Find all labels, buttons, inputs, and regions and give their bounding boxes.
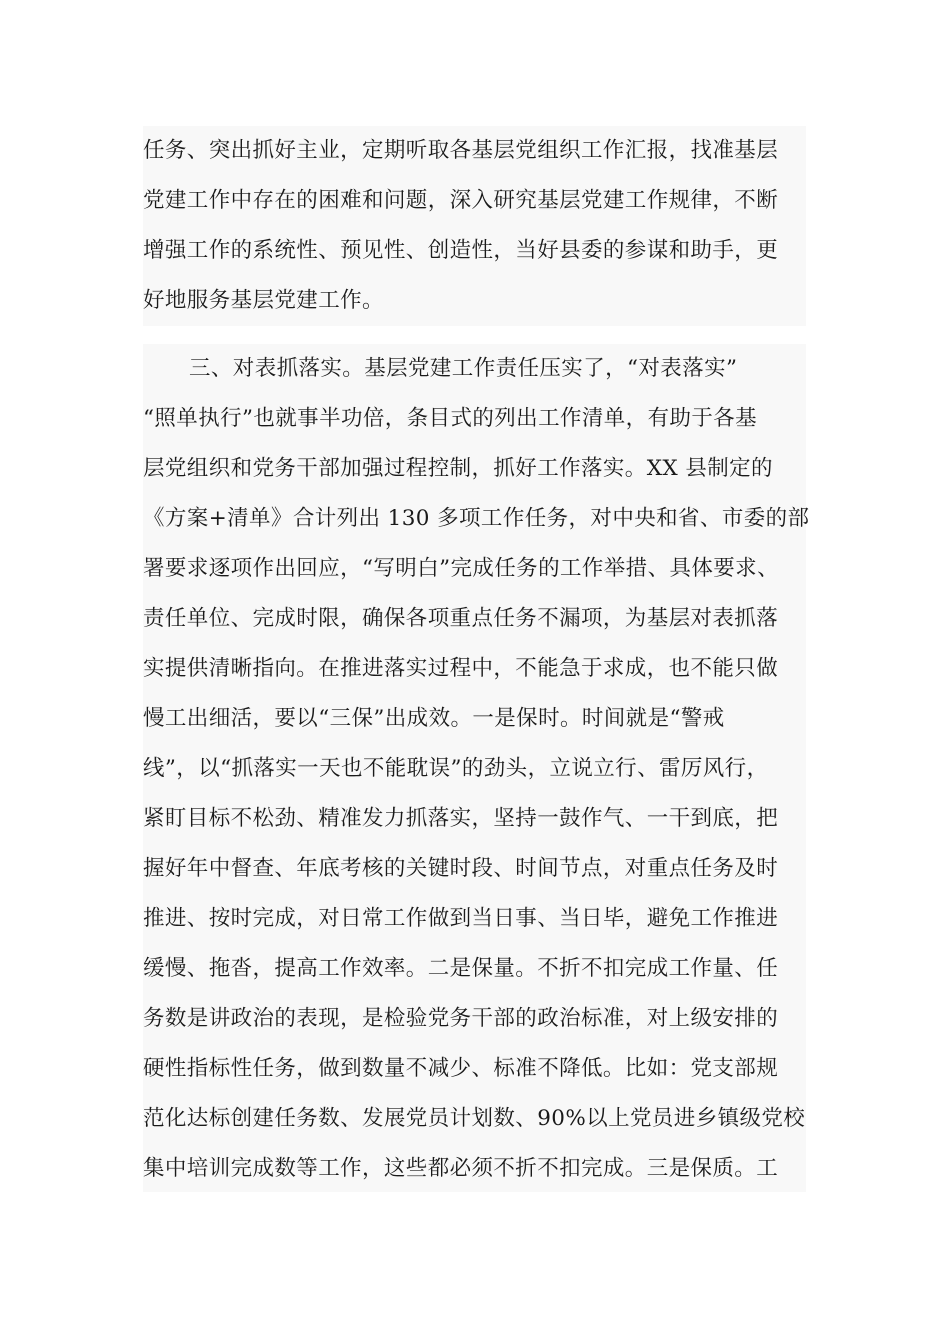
text-line: 紧盯目标不松劲、精准发力抓落实，坚持一鼓作气、一干到底，把 bbox=[143, 806, 779, 831]
text-line: 任务、突出抓好主业，定期听取各基层党组织工作汇报，找准基层 bbox=[143, 138, 779, 163]
text-line: 好地服务基层党建工作。 bbox=[143, 288, 384, 313]
text-line: 增强工作的系统性、预见性、创造性，当好县委的参谋和助手，更 bbox=[143, 238, 779, 263]
text-line: 三、对表抓落实。基层党建工作责任压实了，“对表落实” bbox=[189, 356, 738, 381]
text-line: 《方案+清单》合计列出 130 多项工作任务，对中央和省、市委的部 bbox=[143, 506, 810, 531]
text-line: 务数是讲政治的表现，是检验党务干部的政治标准，对上级安排的 bbox=[143, 1006, 779, 1031]
paragraph-section-three bbox=[143, 344, 810, 1192]
text-line: 线”，以“抓落实一天也不能耽误”的劲头，立说立行、雷厉风行， bbox=[143, 756, 769, 781]
text-line: 实提供清晰指向。在推进落实过程中，不能急于求成，也不能只做 bbox=[143, 656, 779, 681]
text-line: 署要求逐项作出回应，“写明白”完成任务的工作举措、具体要求、 bbox=[143, 556, 779, 581]
text-line: 责任单位、完成时限，确保各项重点任务不漏项，为基层对表抓落 bbox=[143, 606, 779, 631]
text-line: 握好年中督查、年底考核的关键时段、时间节点，对重点任务及时 bbox=[143, 856, 779, 881]
text-line: 集中培训完成数等工作，这些都必须不折不扣完成。三是保质。工 bbox=[143, 1156, 779, 1181]
text-line: 推进、按时完成，对日常工作做到当日事、当日毕，避免工作推进 bbox=[143, 906, 779, 931]
text-line: “照单执行”也就事半功倍，条目式的列出工作清单，有助于各基 bbox=[143, 406, 758, 431]
text-line: 慢工出细活，要以“三保”出成效。一是保时。时间就是“警戒 bbox=[143, 706, 725, 731]
text-line: 缓慢、拖沓，提高工作效率。二是保量。不折不扣完成工作量、任 bbox=[143, 956, 779, 981]
text-line: 硬性指标性任务，做到数量不减少、标准不降低。比如：党支部规 bbox=[143, 1056, 779, 1081]
text-line: 范化达标创建任务数、发展党员计划数、90%以上党员进乡镇级党校 bbox=[143, 1106, 806, 1131]
text-line: 层党组织和党务干部加强过程控制，抓好工作落实。XX 县制定的 bbox=[143, 456, 773, 481]
paragraph-continuation bbox=[143, 126, 806, 326]
text-line: 党建工作中存在的困难和问题，深入研究基层党建工作规律，不断 bbox=[143, 188, 779, 213]
